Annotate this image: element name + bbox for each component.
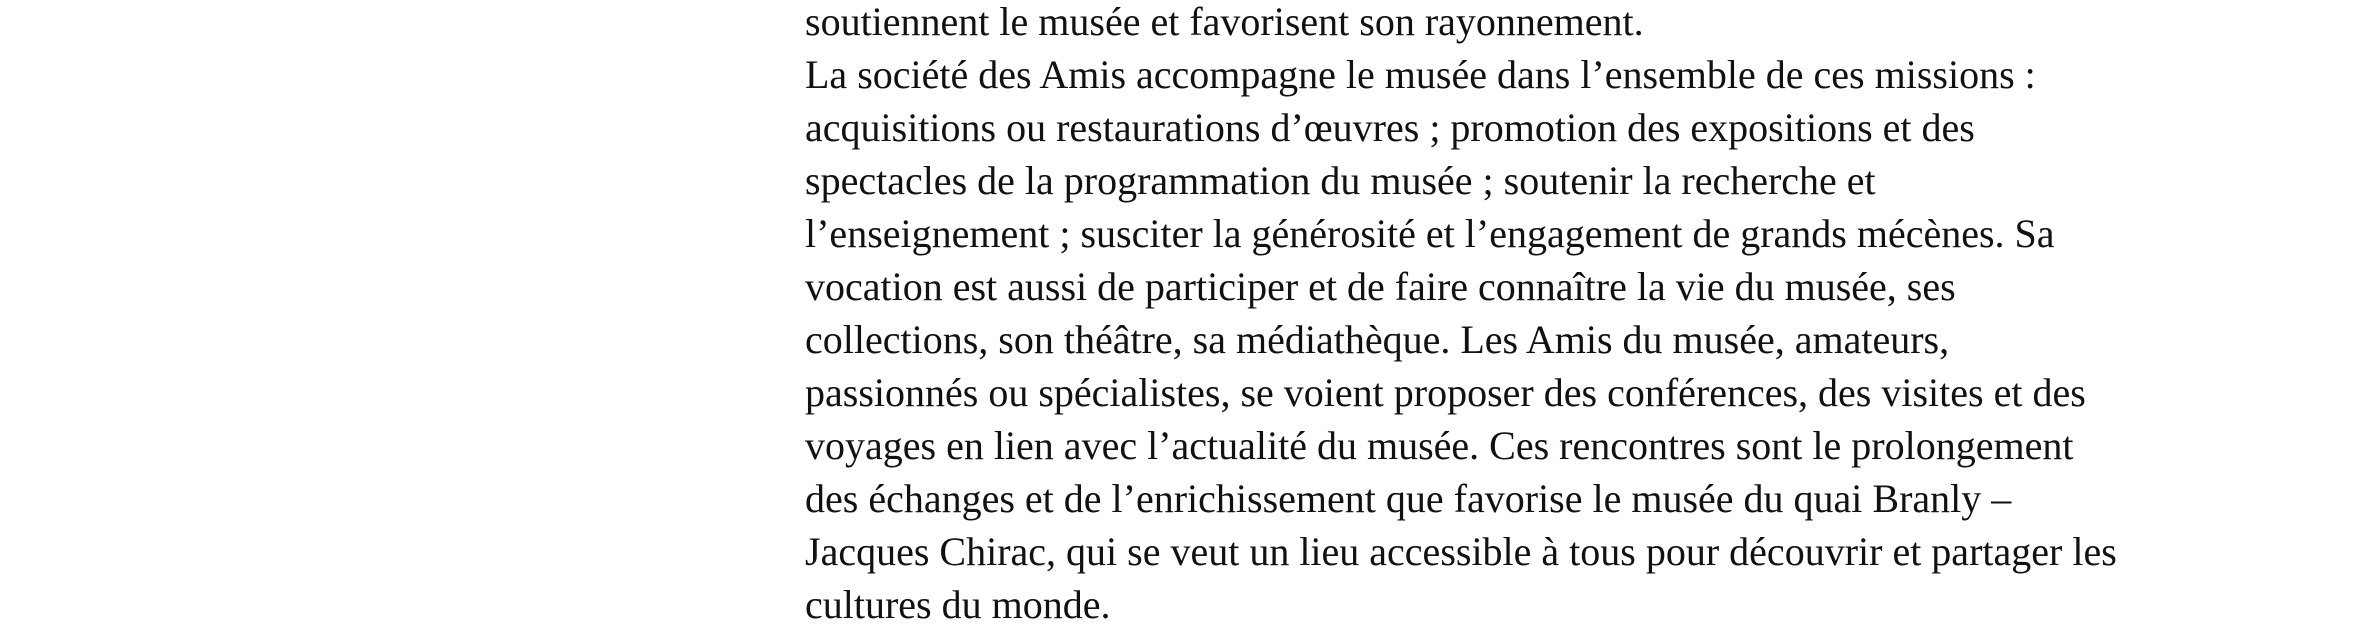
text-line: acquisitions ou restaurations d’œuvres ; promotion des expositions et des [805,105,1975,150]
text-line: soutiennent le musée et favorisent son rayonnement. [805,0,1644,44]
text-line: vocation est aussi de participer et de faire connaître la vie du musée, ses [805,264,1956,309]
text-line: passionnés ou spécialistes, se voient proposer des conférences, des visites et des [805,370,2086,415]
text-line: des échanges et de l’enrichissement que favorise le musée du quai Branly – [805,476,2012,521]
text-line: collections, son théâtre, sa médiathèque. Les Amis du musée, amateurs, [805,317,1950,362]
text-line: l’enseignement ; susciter la générosité et l’engagement de grands mécènes. Sa [805,211,2055,256]
text-line: Jacques Chirac, qui se veut un lieu accessible à tous pour découvrir et partager les [805,529,2117,574]
text-line: voyages en lien avec l’actualité du musée. Ces rencontres sont le prolongement [805,423,2074,468]
text-line: spectacles de la programmation du musée ; soutenir la recherche et [805,158,1876,203]
text-line: La société des Amis accompagne le musée dans l’ensemble de ces missions : [805,52,2036,97]
text-line: cultures du monde. [805,582,1111,627]
body-text [805,0,2365,631]
